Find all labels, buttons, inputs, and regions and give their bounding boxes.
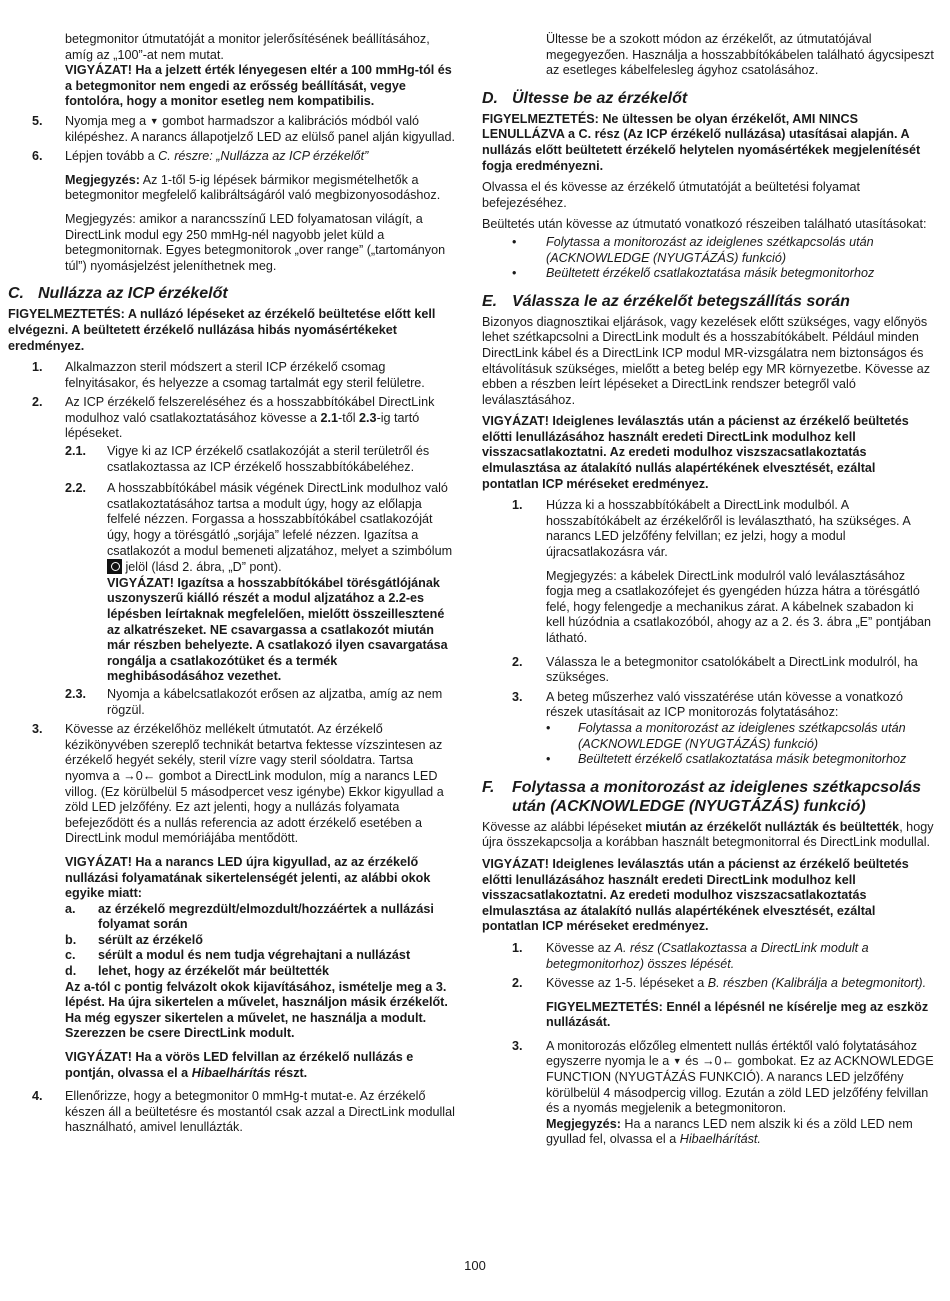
- section-e-heading: [482, 292, 934, 311]
- troubleshooting-reference: Hibaelhárítást.: [679, 1132, 761, 1147]
- section-title: Nullázza az ICP érzékelőt: [38, 285, 228, 303]
- step-text: A monitorozás előzőleg elmentett nullás értéktől való folytatásához egyszerre nyomja le a: [546, 1038, 918, 1069]
- section-f-caution: VIGYÁZAT! Ideiglenes leválasztás után a pácienst az érzékelő beültetés előtti lenullázásához használt eredeti DirectLink modulhoz kell visszacsatlakoztatni. Az eredeti modulhoz viszszacsatlakoztatás elmulasztása az átalakító nullás alapértékének elvesztését, ezáltal pontatlan ICP méréseket eredményez.: [482, 856, 909, 934]
- reason-letter: a.: [65, 901, 76, 916]
- reason-d: [43, 964, 456, 980]
- substep-number: 2.1.: [65, 444, 87, 459]
- section-e-note: Megjegyzés: a kábelek DirectLink modulról való leválasztásához fogja meg a csatlakozófejet és gyengéden húzza hátra a törésgátló felé, hogy felengedje a mechanikus zárat. A kábelnek szabadon ki kell húzódnia a csatlakozóból, ahogy az a 2. és 3. ábra „E” pontjában látható.: [546, 568, 932, 645]
- down-arrow-icon: ▼: [149, 115, 159, 126]
- section-f-text: [482, 820, 934, 851]
- step-range-start: 2.1: [320, 410, 339, 425]
- step-c4: [8, 1089, 456, 1136]
- intro-caution: VIGYÁZAT! Ha a jelzett érték lényegesen eltér a 100 mmHg-tól és a betegmonitor nem engedi az erősség beállítását, vegye fontolóra, hogy a monitor esetleg nem kompatibilis.: [65, 63, 452, 109]
- reason-letter: b.: [65, 932, 77, 947]
- step-text: gombot a DirectLink modulon, míg a narancs LED villog. (Ez körülbelül 5 másodpercet vesz igénybe) Ekkor kigyullad a zöld LED jelzőfény. Ez azt jelenti, hogy a nullázás folyamata befejeződött és a nullás referencia az adott érzékelő esetében a DirectLink modul memóriájába mentődött.: [65, 768, 444, 846]
- bullet-item: [482, 266, 934, 282]
- note-over-range: Megjegyzés: amikor a narancsszínű LED folyamatosan világít, a DirectLink modul egy 250 mmHg-nél nagyobb jelet küld a betegmonitornak. Egyes betegmonitorok „over range” („tartományon túl”) nyomásjelzést jeleníthetnek meg.: [65, 211, 446, 273]
- bullet-item: [482, 235, 934, 266]
- step-text: -ig tartó lépéseket.: [65, 410, 420, 441]
- section-c-heading: [8, 284, 456, 303]
- bullet-text: Folytassa a monitorozást az ideiglenes szétkapcsolás után (ACKNOWLEDGE (NYUGTÁZÁS) funkció): [578, 720, 906, 751]
- text-emphasis: miután az érzékelőt nullázták és beültették: [645, 819, 900, 834]
- section-reference: B. részben (Kalibrálja a betegmonitort).: [707, 976, 927, 991]
- section-e-text: Bizonyos diagnosztikai eljárások, vagy kezelések előtt szükséges, vagy előnyös lehet szétkapcsolni a DirectLink modult és a hosszabítókábelt. Például minden DirectLink kábel és a DirectLink ICP modul MR-vizsgálatra nem biztonságos és eltávolításuk szükséges, mielőtt a beteg belép egy MR környezetbe. Kövesse az ebben a részben leírt lépéseket a DirectLink rendszer betegről való leválasztásához.: [482, 314, 931, 407]
- note-text: Az 1-től 5-ig lépések bármikor megismételhetők a betegmonitor megfelelő kalibráltságáról való megbizonyosodáshoz.: [65, 172, 441, 203]
- step-c2-2: [65, 481, 456, 685]
- step-text: -től: [338, 410, 356, 425]
- step-c3-followup: [8, 980, 456, 1082]
- step-number: 5.: [32, 113, 43, 128]
- bullet-item: [482, 752, 934, 768]
- troubleshooting-reference: Hibaelhárítás: [191, 1065, 271, 1080]
- text-segment: , hogy újra összekapcsolja a korábban használt betegmonitorral és DirectLink modullal.: [482, 819, 934, 850]
- step-number: 2.: [32, 395, 43, 410]
- step-text: Lépjen tovább a: [65, 149, 155, 164]
- step-number: 6.: [32, 149, 43, 164]
- caution-text: VIGYÁZAT! Ha a vörös LED felvillan az érzékelő nullázás e pontján, olvassa el a: [65, 1050, 414, 1080]
- section-e-caution: VIGYÁZAT! Ideiglenes leválasztás után a pácienst az érzékelő beültetés előtti lenullázásához használt eredeti DirectLink modulhoz kell visszacsatlakoztatni. Az eredeti modulhoz viszszacsatlakoztatás elmulasztása az átalakító nullás alapértékének elvesztését, ezáltal pontatlan ICP méréseket eredményez.: [482, 414, 909, 491]
- down-arrow-icon: ▼: [672, 1056, 682, 1067]
- step-text: Ellenőrizze, hogy a betegmonitor 0 mmHg-t mutat-e. Az érzékelő készen áll a beültetésre és mostantól csak azzal a DirectLink modullal használható, amivel lenullázták.: [65, 1089, 455, 1135]
- reason-c: [43, 948, 456, 964]
- intro-text: Ültesse be a szokott módon az érzékelőt, az útmutatójával megegyezően. Használja a hosszabbítókábelen található ágycsipeszt az esetleges kábelfelesleg ágyhoz csatolásához.: [546, 32, 934, 78]
- reason-text: sérült az érzékelő: [98, 932, 203, 947]
- text-segment: Kövesse az alábbi lépéseket: [482, 819, 642, 834]
- step-number: 2.: [512, 654, 523, 669]
- step-c2-3: [65, 687, 456, 718]
- step-c3-caution: VIGYÁZAT! Ha a narancs LED újra kigyullad, az az érzékelő nullázási folyamatának sikertelenségét jelenti, az alábbi okok egyike miatt:: [65, 854, 431, 901]
- section-letter: C.: [8, 285, 24, 303]
- step-number: 2.: [512, 976, 523, 991]
- note-recalibrate: [65, 173, 456, 204]
- step-number: 3.: [32, 722, 43, 737]
- reason-b: [43, 933, 456, 949]
- bullet-icon: •: [512, 234, 517, 249]
- retry-instructions: Az a-tól c pontig felvázolt okok kijavításához, ismételje meg a 3. lépést. Ha újra sikertelen a művelet, használjon másik érzékelőt. Ha még egyszer sikertelen a művelet, ne használja a modult. Szerezzen be cserе DirectLink modult.: [65, 979, 448, 1041]
- note-text: Ha a narancs LED nem alszik ki és a zöld LED nem gyullad fel, olvassa el a: [546, 1116, 913, 1147]
- substep-text: A hosszabbítókábel másik végének DirectLink modulhoz való csatlakoztatásához tartsa a modult úgy, hogy az előlapja felfelé nézzen. Forgassa a hosszabbítókábel csatlakozóját úgy, hogy a törésgátló „sorjája” lefelé nézzen. Igazítsa a csatlakozót a modul bemeneti aljzatához, melyet a szimbólum: [107, 481, 453, 558]
- section-d-heading: [482, 89, 934, 108]
- caution-text: részt.: [274, 1065, 308, 1080]
- substep-text: Nyomja a kábelcsatlakozót erősen az aljzatba, amíg az nem rögzül.: [107, 686, 443, 717]
- step-f2: [482, 976, 934, 992]
- left-column: [8, 32, 456, 1140]
- reason-text: lehet, hogy az érzékelőt már beültették: [98, 964, 329, 979]
- step-e2: [482, 655, 934, 686]
- reason-text: sérült a modul és nem tudja végrehajtani a nullázást: [98, 948, 411, 963]
- step-e3: [482, 690, 934, 721]
- step-text: gombokat. Ez az ACKNOWLEDGE FUNCTION (NYUGTÁZÁS FUNKCIÓ). A narancs LED jelzőfény körülbelül 4 másodpercig villog. Ezután a zöld LED jelzőfény felvillan és a nyomás megjelenik a betegmonitoron.: [546, 1054, 934, 1116]
- section-d-text: Olvassa el és kövesse az érzékelő útmutatóját a beültetési folyamat befejezéséhez.: [482, 180, 861, 210]
- step-text: Kövesse az: [546, 940, 612, 955]
- reason-letter: c.: [65, 948, 76, 963]
- step-e1: [482, 498, 934, 560]
- step-number: 1.: [512, 940, 523, 955]
- step-number: 4.: [32, 1089, 43, 1104]
- failure-reasons: [43, 902, 456, 980]
- section-d-warning: FIGYELMEZTETÉS: Ne ültessen be olyan érzékelőt, AMI NINCS LENULLÁZVA a C. rész (Az ICP érzékelő nullázása) utasításai alapján. A nullázás előtt beültetett érzékelő helytelen nyomásértékek megjelenítését fogja eredményezni.: [482, 111, 921, 173]
- section-title: Ültesse be az érzékelőt: [512, 89, 688, 107]
- step-text: A beteg műszerhez való visszatérése után kövesse a vonatkozó részek utasításait az ICP monitorozás folytatásához:: [546, 689, 904, 720]
- bullet-text: Beültetett érzékelő csatlakoztatása másik betegmonitorhoz: [546, 266, 875, 281]
- section-letter: E.: [482, 292, 498, 310]
- reason-text: az érzékelő megrezdült/elmozdult/hozzáértek a nullázási folyamat során: [98, 901, 434, 932]
- red-led-caution: [65, 1050, 456, 1081]
- step-text: Alkalmazzon steril módszert a steril ICP érzékelő csomag felnyitásakor, és helyezze a csomag tartalmát egy steril felületre.: [65, 360, 425, 390]
- substep-caution: VIGYÁZAT! Igazítsa a hosszabbítókábel törésgátlójának uszonyszerű kiálló részét a modul aljzatához a 2.2-es lépésben leírtaknak megfelelően, mielőtt összeillesztené az alkatrészeket. NE csavargassa a csatlakozót miután már részben behelyezte. A csatlakozó ilyen csavargatása rongálja a csatlakozótüket és a termék meghibásodásához vezethet.: [107, 575, 448, 684]
- step-text: gombot harmadszor a kalibrációs módból való kilépéshez. A narancs állapotjelző LED az elülső panel alján kigyullad.: [65, 113, 455, 144]
- bullet-icon: •: [546, 720, 551, 735]
- step-text: és: [685, 1054, 699, 1069]
- step-c2: [8, 395, 456, 718]
- bullet-text: Folytassa a monitorozást az ideiglenes szétkapcsolás után (ACKNOWLEDGE (NYUGTÁZÁS) funkció): [546, 234, 874, 265]
- intro-continuation: [8, 32, 456, 110]
- substep-text: jelöl (lásd 2. ábra, „D” pont).: [125, 560, 282, 575]
- bullet-text: Beültetett érzékelő csatlakoztatása másik betegmonitorhoz: [578, 752, 907, 767]
- step-f1: [482, 941, 934, 972]
- step-text: Nyomja meg a: [65, 113, 147, 128]
- step-c1: [8, 360, 456, 391]
- step-text: Húzza ki a hosszabbítókábelt a DirectLink modulból. A hosszabítókábelt az érzékelőről is leválasztható, ha szükséges. A narancs LED jelzőfény felvillan; ez jelzi, hogy a modul újracsatlakozásra vár.: [546, 498, 911, 560]
- step-c3: [8, 722, 456, 902]
- intro-text: betegmonitor útmutatóját a monitor jelerősítésének beállításához, amíg az „100”-at nem mutat.: [65, 32, 430, 62]
- step-6: [8, 149, 456, 165]
- section-letter: F.: [482, 778, 495, 796]
- section-f-heading: [482, 778, 934, 816]
- page-number: 100: [464, 1258, 486, 1273]
- step-number: 3.: [512, 689, 523, 704]
- substep-text: Vigye ki az ICP érzékelő csatlakozóját a steril területről és csatlakoztassa az ICP érzékelő hosszabbítókábeléhez.: [107, 444, 430, 474]
- step-text: Kövesse az érzékelőhöz mellékelt útmutatót. Az érzékelő kézikönyvében szereplő technikát betartva fektesse vízszintesen az érzékelő hegyét sekély, steril vízre vagy steril sóoldatra. Tartsa nyomva a: [65, 722, 443, 783]
- right-column: [482, 32, 934, 1152]
- step-5: [8, 114, 456, 145]
- step-f3-note: [546, 1117, 934, 1148]
- step-text: Kövesse az 1-5. lépéseket a: [546, 976, 705, 991]
- section-letter: D.: [482, 89, 498, 107]
- step-number: 3.: [512, 1038, 523, 1053]
- bullet-icon: •: [546, 752, 551, 767]
- step-number: 1.: [512, 498, 523, 513]
- zero-button-symbol: →0←: [123, 768, 156, 783]
- icp-port-symbol-icon: [107, 559, 122, 574]
- step-c2-1: [65, 444, 456, 475]
- bullet-icon: •: [512, 266, 517, 281]
- step-text: Válassza le a betegmonitor csatolókábelt a DirectLink modulról, ha szükséges.: [546, 654, 918, 685]
- note-label: Megjegyzés:: [546, 1116, 621, 1131]
- step-f3: [482, 1039, 934, 1148]
- section-reference: C. részre: „Nullázza az ICP érzékelőt”: [158, 149, 369, 164]
- section-title: Folytassa a monitorozást az ideiglenes szétkapcsolás után (ACKNOWLEDGE (NYUGTÁZÁS) funkció): [512, 778, 922, 815]
- section-c-warning: FIGYELMEZTETÉS: A nullázó lépéseket az érzékelő beültetése előtt kell elvégezni. A beültetett érzékelő nullázása hibás nyomásértékeket eredményez.: [8, 307, 436, 353]
- substep-number: 2.2.: [65, 481, 87, 496]
- step-text: Az ICP érzékelő felszereléséhez és a hosszabbítókábel DirectLink modulhoz való csatlakoztatásához kövesse a: [65, 395, 435, 425]
- section-title: Válassza le az érzékelőt betegszállítás során: [512, 292, 850, 310]
- bullet-item: [482, 721, 934, 752]
- step-range-end: 2.3: [359, 410, 377, 425]
- section-d-text: Beültetés után kövesse az útmutató vonatkozó részeiben található utasításokat:: [482, 217, 927, 232]
- section-f-warning: FIGYELMEZTETÉS: Ennél a lépésnél ne kísérelje meg az eszköz nullázását.: [546, 999, 929, 1030]
- reason-letter: d.: [65, 964, 77, 979]
- reason-a: [43, 902, 456, 933]
- section-reference: A. rész (Csatlakoztassa a DirectLink modult a betegmonitorhoz) összes lépését.: [546, 940, 869, 971]
- zero-button-symbol: →0←: [701, 1054, 735, 1069]
- step-number: 1.: [32, 360, 43, 375]
- substep-number: 2.3.: [65, 686, 87, 701]
- note-label: Megjegyzés:: [65, 172, 140, 187]
